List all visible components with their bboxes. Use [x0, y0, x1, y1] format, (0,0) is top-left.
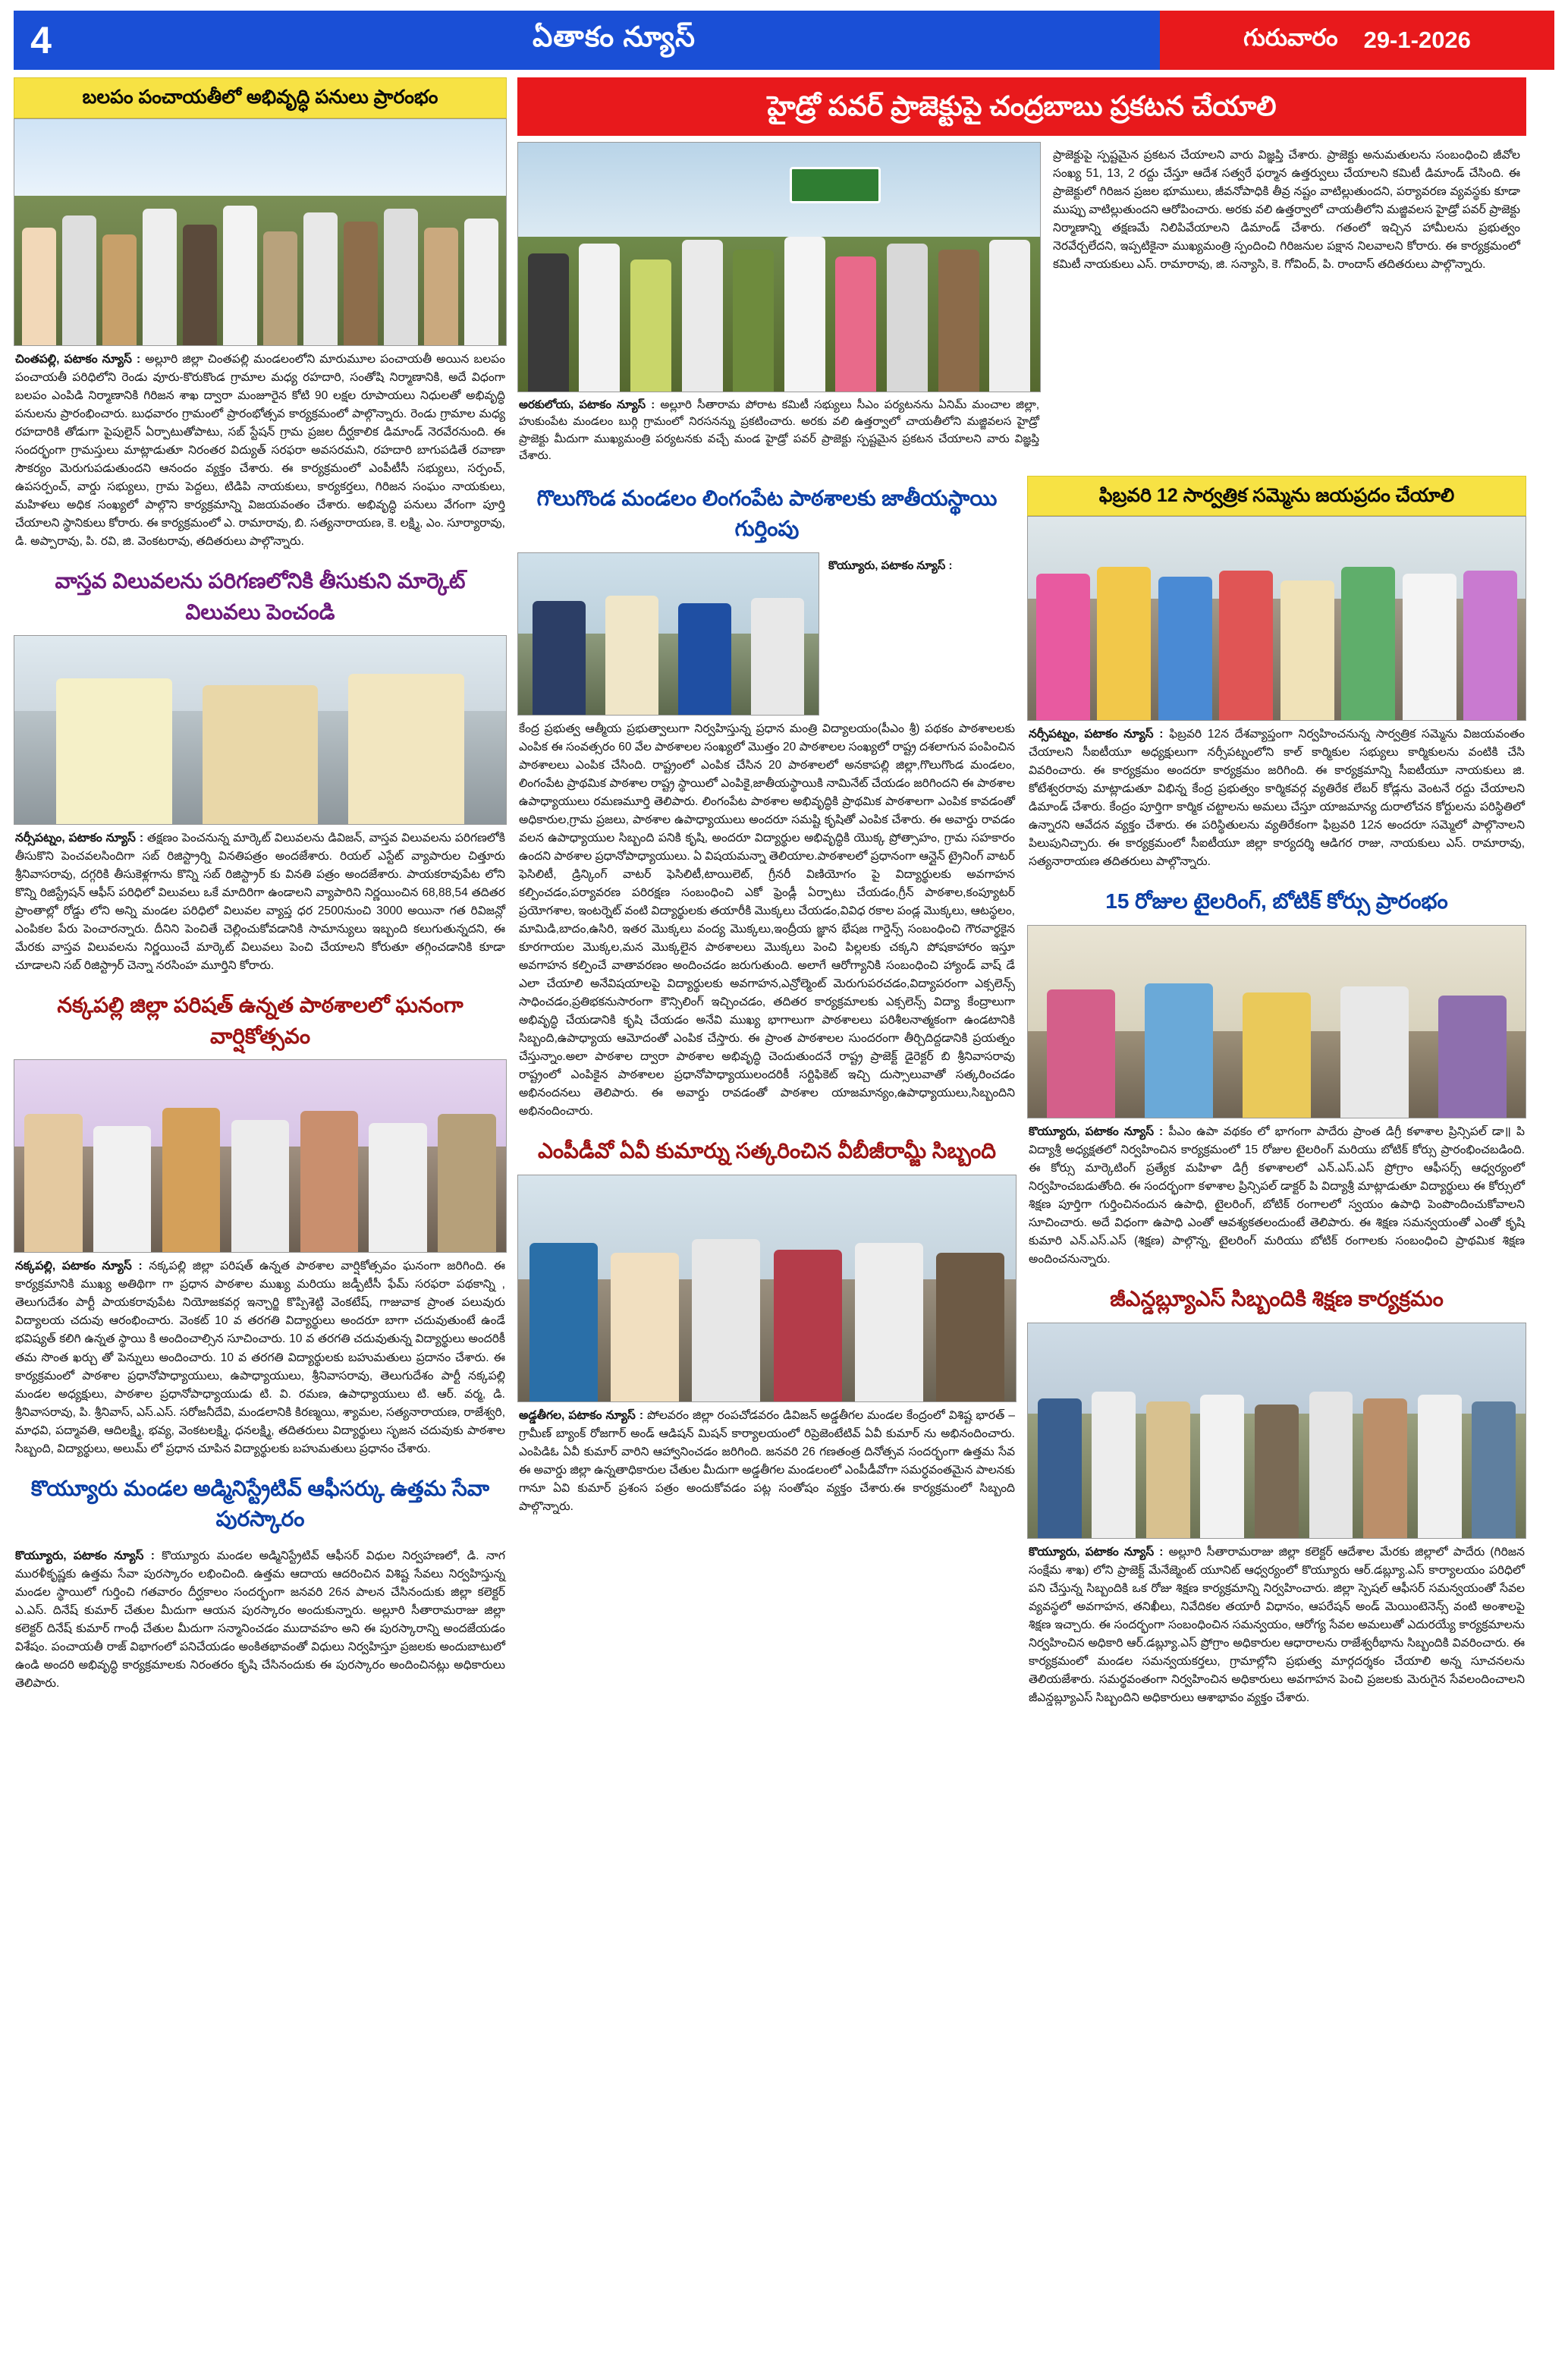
main-story-right: [1051, 142, 1522, 471]
masthead-day: గురువారం: [1243, 24, 1338, 51]
left-story1-text: అల్లూరి జిల్లా చింతపల్లి మండలంలోని మారుమూల పంచాయతీ అయిన బలపం పంచాయతీ పరిధిలోని రెండు వూరు-కొరుకొండ గ్రామాల మధ్య రహదారి, సంతోషి నిర్మాణానికి, అదే విధంగా బలపం ఎంపిడి నిర్మాణానికి గిరిజన శాఖ ద్వారా మంజూరైన కోటి 90 లక్షల రూపాయలు నిధులతో అభివృద్ధి పనులను ప్రారంభించారు. బుధవారం గ్రామంలో ప్రారంభోత్సవ కార్యక్రమంలో పాల్గొన్నారు. రెండు గ్రామాల మధ్య రహదారికి తోడుగా పైపులైన్ ఏర్పాటుతోపాటు, సబ్ స్టేషన్ గ్రామ ప్రజల దీర్ఘకాలిక డిమాండ్ నెరవేరనుంది. ఈ సందర్భంగా గ్రామస్తులు మాట్లాడుతూ నిరంతర విద్యుత్ సరఫరా అవసరమని, రహదారి బాగుపడితే రవాణా సౌకర్యం మెరుగుపడుతుందని ఆనందం వ్యక్తం చేశారు. ఈ కార్యక్రమంలో ఎంపీటీసీ సభ్యులు, సర్పంచ్, ఉపసర్పంచ్, వార్డు సభ్యులు, గ్రామ పెద్దలు, టిడిపి నాయకులు, కార్యకర్తలు, గిరిజన సంఘం నాయకులు, మహిళలు అధిక సంఖ్యలో పాల్గొని కార్యక్రమాన్ని విజయవంతం చేశారు. అభివృద్ధి పనులు వేగంగా పూర్తి చేయాలని స్థానికులు కోరారు. ఈ కార్యక్రమంలో ఎ. రామారావు, బి. సత్యనారాయణ, కె. లక్ష్మి, ఎం. సూర్యారావు, డి. అప్పారావు, పి. రవి, జి. వెంకటరావు, తదితరులు పాల్గొన్నారు.: [15, 352, 505, 548]
masthead-title: ఏతాకం న్యూస్: [68, 11, 1160, 70]
mid-bottom-body: [517, 1402, 1017, 1524]
main-photo: [517, 142, 1041, 392]
mid-left-photo: [517, 552, 819, 716]
masthead-date-value: 29-1-2026: [1363, 27, 1471, 53]
mid-bottom-headline: ఎంపీడీవో ఏవీ కుమార్ను సత్కరించిన వీబీజీరామ్జీ సిబ్బంది: [537, 1139, 997, 1163]
right-story3-photo: [1027, 1323, 1526, 1539]
right-story2-dateline: కొయ్యూరు, పటాకం న్యూస్ :: [1029, 1125, 1164, 1139]
main-caption-dateline: అరకులోయ, పటాకం న్యూస్ :: [519, 398, 655, 411]
main-story-left: [517, 142, 1041, 471]
mid-left-body: కేంద్ర ప్రభుత్వ ఆత్మీయ ప్రభుత్వాలుగా నిర్వహిస్తున్న ప్రధాన మంత్రి విద్యాలయం(పీఎం శ్రీ) పథకం పాఠశాలలకు ఎంపిక ఈ సంవత్సరం 60 వేల పాఠశాలల సంఖ్యలో మొత్తం 20 పాఠశాలల సంఖ్యలో రాష్ట్ర దశలాగున పంపించిన పాఠశాలలు ఎంపిక చేసింది. రాష్ట్రంలో ఎంపిక చేసిన 20 పాఠశాలలో అనకాపల్లి జిల్లా,గొలుగొండ మండలం, లింగంపేట ప్రాథమిక పాఠశాల రాష్ట్ర స్థాయిలో ఎంపికై,జాతీయస్థాయికి నామినేట్ చేయడం జరిగిందని ఈ పాఠశాల ఉపాధ్యాయులు రమణమూర్తి తెలిపారు. లింగంపేట పాఠశాల అభివృద్ధికి ప్రాథమిక పాఠశాలగా ఎంపిక కావడంతో అధికారుల,గ్రామ ప్రజలు, పాఠశాల ఉపాధ్యాయులు అందరూ సమష్టి కృషితో ఎంపిక చేశారు. ఈ అవార్డు రావడం వలన ఉపాధ్యాయుల సిబ్బంది పనికి కృషి, అందరూ విద్యార్థుల అభివృద్ధికి యొక్క ప్రోత్సాహం, గ్రామ సహకారం ఉందని పాఠశాల ప్రధానోపాధ్యాయులు. ఏ విషయమన్నా తెలియాల.పాఠశాలలో ప్రధానంగా ఆన్లైన్ ట్రైనింగ్ వాటర్ ఫెసిలిటీ, డ్రిన్కింగ్ వాటర్ ఫెసిలిటీ,టాయిలెట్, గ్రీనరీ విణియోగం పై విద్యార్థులకు అవగాహన కల్పించడం,పర్యావరణ పరిరక్షణ సంబంధించి ఎకో ఫ్రెండ్లీ ఏర్పాటు చేయడం,గ్రీన్ పాఠశాల,కంప్యూటర్ ప్రయోగశాల, ఇంటర్నెట్ వంటి విద్యార్థులకు తయారీకి మొక్కలు చేయడం,వివిధ రకాల పండ్ల మొక్కలు, ఆటస్థలం, మామిడి,బాదం,ఉసిరి, ఇతర మొక్కలు వంద్య మొక్కలు,ఇంద్రీయ జ్ఞాన భేషజ గార్డెన్స్ సంబంధించి గౌరవార్థకైన కూరగాయల మొక్కల,మన మొక్కలైన పాఠశాలలు మొక్కలు పెంచి పిల్లలకు చక్కని పోషకాహారం ఇస్తూ అవగాహన కల్పించే వాతావరణం అందించడం జరుగుతుంది. అలాగే ఆరోగ్యానికి సంబంధించి హ్యాండ్ వాష్ డే ఎలా చేయాలి అనేవిషయాలపై విద్యార్థులకు అవగాహన,ఎన్రోల్మెంట్ మెరుగుపరచడం,విద్యాపరంగా ఎక్సలెన్స్ సాధించడం,ప్రతిభకనుసారంగా కౌన్సిలింగ్ ఇచ్చించడం, తదితర కార్యక్రమాలకు ఎక్సలెన్స్ విద్యా కేంద్రాలుగా అభివృద్ధి చేయడానికి కృషి చేయడం అనేవి ముఖ్య భాగాలుగా పాఠశాలలు పరిశీలనాత్మకంగా ఉండటానికి సిబ్బంది,ఉపాధ్యాయ ఆమోదంతో ఎంపిక చేస్తారు. ఈ ప్రాంత పాఠశాలల సుందరంగా తీర్చిదిద్దడానికి ప్రయత్నం చేస్తున్నాం.అలా పాఠశాల ద్వారా పాఠశాల అభివృద్ధి చెందుతుందనే రాష్ట్ర ప్రాజెక్ట్ డైరెక్టర్ బి శ్రీనివాసరావు రాష్ట్రంలో ఎంపికైన పాఠశాలల ప్రధానోపాధ్యాయులందరికీ సర్టిఫికెట్ ఇచ్చి దుస్సాలువాతో సత్కరించడం అభినందనలు తెలిపారు. ఈ అవార్డు రావడంతో పాఠశాల యాజమాన్యం,ఉపాధ్యాయులు,సిబ్బందిని అభినందించారు.: [519, 722, 1015, 1118]
left-story4-headline: కొయ్యూరు మండల అడ్మినిస్ట్రేటివ్ ఆఫీసర్కు ఉత్తమ సేవా పురస్కారం: [30, 1476, 490, 1531]
mid-left-dateline-text: కొయ్యూరు, పటాకం న్యూస్ :: [828, 558, 953, 572]
right-story2-photo: [1027, 925, 1526, 1118]
main-story-text: ప్రాజెక్టుపై స్పష్టమైన ప్రకటన చేయాలని వారు విజ్ఞప్తి చేశారు. ప్రాజెక్టు అనుమతులను సంబంధించి జీవోల సంఖ్య 51, 13, 2 రద్దు చేస్తూ ఆదేశ సత్వరే ఫర్మాన ఉత్తర్వులు చేయాలని కమిటీ డిమాండ్ చేసింది. ఈ ప్రాజెక్టులో గిరిజన ప్రజల భూములు, జీవనోపాధికి తీవ్ర నష్టం వాటిల్లుతుందని, పర్యావరణ వ్యవస్థకు కూడా ముప్పు వాటిల్లుతుందని ఆరోపించారు. అరకు వలి ఉత్తర్వాలో చాయతీలోని మజ్జివలస హైడ్రో పవర్ ప్రాజెక్టు నిర్మాణాన్ని తక్షణమే నిలిపివేయాలని డిమాండ్ చేశారు. గతంలో ఇచ్చిన హామీలను ప్రభుత్వం నెరవేర్చలేదని, ఇప్పటికైనా ముఖ్యమంత్రి స్పందించి గిరిజనుల పక్షాన నిలవాలని కోరారు. ఈ కార్యక్రమంలో కమిటీ నాయకులు ఎస్. రామారావు, జి. సన్యాసి, కె. గోవింద్, పి. రాందాస్ తదితరులు పాల్గొన్నారు.: [1053, 148, 1520, 271]
left-story4-body: [14, 1543, 507, 1700]
mid-left-story: [517, 476, 1017, 1715]
middle-column: [517, 77, 1526, 2346]
right-story3-body: [1027, 1539, 1526, 1715]
main-photo-caption: [517, 392, 1041, 471]
mid-left-dateline: [827, 552, 1017, 582]
masthead: [14, 11, 1554, 70]
left-column: [14, 77, 507, 2346]
main-story-block: [517, 142, 1526, 471]
right-story3-dateline: కొయ్యూరు, పటాకం న్యూస్ :: [1029, 1545, 1164, 1559]
main-headline: హైడ్రో పవర్ ప్రాజెక్టుపై చంద్రబాబు ప్రకటన చేయాలి: [517, 77, 1526, 136]
left-story4-dateline: కొయ్యూరు, పటాకం న్యూస్ :: [15, 1549, 155, 1562]
left-story3-text: నక్కపల్లి జిల్లా పరిషత్ ఉన్నత పాఠశాల వార్షికోత్సవం ఘనంగా జరిగింది. ఈ కార్యక్రమానికి ముఖ్య అతిథిగా గా ప్రధాన పాఠశాల ముఖ్య మరియు జడ్పీటీసీ ఫేమ్ సరఫరా పథకాన్ని , తెలుగుదేశం పార్టీ పాయకరావుపేట నియోజకవర్గ ఇన్చార్జి కొప్పిశెట్టి వెంకటేష్, గాజువాక ప్రాంత పలువురు విద్యాలయ చదువు ఆరంభించారు. వెంకట్ 10 వ తరగతి విద్యార్థులు అందరూ బాగా చదువుతుంటే ఉండే భవిష్యత్ కలిగి ఉన్నత స్థాయి కి అందించాల్సిన సూచించారు. 10 వ తరగతి చదువుతున్న విద్యార్థులు అందరికీ తమ సొంత ఖర్చు తో పెన్నులు అందించారు. 10 వ తరగతి విద్యార్థులకు బహుమతులు ప్రదానం చేశారు. ఈ కార్యక్రమంలో పాఠశాల ప్రధానోపాధ్యాయులు, ఉపాధ్యాయులు, శ్రీనివాసరావు, తెలుగుదేశం పార్టీ నక్కపల్లి మండల అధ్యక్షులు, పాఠశాల ప్రధానోపాధ్యాయుడు టి. వి. రమణ, ఉపాధ్యాయులు టి. ఆర్. వర్మ, డి. శ్రీనివాసరావు, పి. శ్రీనివాస్, ఎస్.ఎస్. సరోజనీదేవి, మండలానికి కిరణ్మయి, శ్యామల, సత్యనారాయణ, రాజేశ్వరి, మాధవి, పద్మావతి, ఆదిలక్ష్మి, భవ్య, వెంకటలక్ష్మి, ధనలక్ష్మి, తదితరులు విద్యార్థులు సృజన చదువుకు పాఠశాల సిబ్బంది, విద్యార్థులు, అలుమ్ లో ప్రధాన చూపిన విద్యార్థులకు బహుమతులు ప్రధానం చేశారు.: [15, 1260, 505, 1455]
right-story3-headline: జీఎన్డబ్ల్యూఎస్ సిబ్బందికి శిక్షణ కార్యక్రమం: [1110, 1287, 1444, 1311]
left-story4-text: కొయ్యూరు మండల అడ్మినిస్ట్రేటివ్ ఆఫీసర్ విధుల నిర్వహణలో, డి. నాగ మురళీకృష్ణకు ఉత్తమ సేవా పురస్కారం లభించింది. ఉత్తమ ఆదాయ ఆదరించిన విశిష్ట సేవలు నిర్వహిస్తున్న మండల స్థాయిలో గుర్తించి గతవారం దీర్ఘకాలం సందర్భంగా జనవరి 26న పాలన చేసినందుకు జిల్లా కలెక్టర్ ఎ.ఎస్. దినేష్ కుమార్ చేతుల మీదుగా ఆయన పురస్కారం అందుకున్నారు. అల్లూరి సీతారామరాజు జిల్లా కలెక్టర్ దినేష్ కుమార్ గాంధీ చేతుల మీదుగా సన్మానించడం ముదావహం అని ఈ పురస్కారాన్ని అందజేయడం విశేషం. పంచాయతీ రాజ్ విభాగంలో పనిచేయడం అంకితభావంతో విధులు నిర్వహిస్తూ ప్రజలకు అందుబాటులో ఉండి అందరి అభివృద్ధి కార్యక్రమాలకు నిరంతరం కృషి చేసినందుకు ఈ పురస్కారం అందించినట్లు అధికారులు తెలిపారు.: [15, 1549, 506, 1690]
right-story3-text: అల్లూరి సీతారామరాజు జిల్లా కలెక్టర్ ఆదేశాల మేరకు జిల్లాలో పాదేరు (గిరిజన సంక్షేమ శాఖ) లోని ప్రాజెక్ట్ మేనేజ్మెంట్ యూనిట్ ఆధ్వర్యంలో కొయ్యూరు ఆర్.డబ్ల్యూ.ఎస్ కార్యాలయం పరిధిలో పని చేస్తున్న సిబ్బందికి ఒక రోజు శిక్షణ కార్యక్రమాన్ని నిర్వహించారు. జిల్లా స్పెషల్ ఆఫీసర్ సమన్వయంతో సేవల వ్యవస్థలో అవగాహన, తనిఖీలు, నివేదికల తయారీ విధానం, ఆపరేషన్ అండ్ మెయింటెనెన్స్ వంటి అంశాలపై శిక్షణ ఇచ్చారు. ఈ సందర్భంగా సంబంధించిన సమన్వయం, ఆరోగ్య సేవల అమలుతో ఎదురయ్యే కార్యక్రమాలను నిర్వహించిన అధికారి ఆర్.డబ్ల్యూ.ఎస్ ప్రోగ్రాం అధికారుల ఆధారాలను రాజేశ్వరీభాను సిబ్బందికి వివరించారు. ఈ కార్యక్రమంలో మండల సమన్వయకర్తలు, గ్రామాల్లోని ప్రభుత్వ మార్గదర్శకం చేయాలి అన్న సూచనలను తెలియజేశారు. సమర్థవంతంగా నిర్వహించిన అధికారులు అవగాహన పెంచి ప్రజలకు మెరుగైన సేవలందించాలని జీఎన్డబ్ల్యూఎస్ సిబ్బందిని అధికారులు ఆశాభావం వ్యక్తం చేశారు.: [1029, 1545, 1525, 1704]
right-story2-body: [1027, 1118, 1526, 1276]
left-story3-headline: నక్కపల్లి జిల్లా పరిషత్ ఉన్నత పాఠశాలలో ఘనంగా వార్షికోత్సవం: [57, 993, 463, 1048]
mid-left-headline: గొలుగొండ మండలం లింగంపేట పాఠశాలకు జాతీయస్థాయి గుర్తింపు: [536, 486, 998, 541]
right-story1-body: [1027, 721, 1526, 879]
right-story1-photo: [1027, 516, 1526, 721]
left-story2-photo: [14, 635, 507, 825]
left-story2-headline: వాస్తవ విలువలను పరిగణలోనికి తీసుకుని మార్కెట్ విలువలు పెంచండి: [55, 568, 466, 624]
left-story3-body: [14, 1253, 507, 1465]
left-story2-dateline: నర్సీపట్నం, పటాకం న్యూస్ :: [15, 832, 144, 845]
page-number: 4: [14, 11, 68, 70]
left-story2-body: [14, 825, 507, 983]
left-story1-body: [14, 346, 507, 558]
right-column: [1027, 476, 1526, 1715]
mid-bottom-text: పోలవరం జిల్లా రంపచోడవరం డివిజన్ అడ్డతీగల మండల కేంద్రంలో విశిష్ట భారత్ – గ్రామీణ్ బ్యాంక్ రోజగార్ అండ్ ఆడిషన్ మిషన్ కార్యాలయంలో రిప్రెజెంటేటివ్ ఏవీ కుమార్ ను అభినందించారు. ఎంపిడిఓ ఏవీ కుమార్ వారిని ఆహ్వానించడం జరిగింది. జనవరి 26 గణతంత్ర దినోత్సవ సందర్భంగా ఉత్తమ సేవ ఈ అవార్డు జిల్లా ఉన్నతాధికారుల చేతుల మీదుగా అడ్డతీగల మండలంలో ఎంపీడీవోగా సమర్ధవంతమైన పాలనకు గానూ ఏవి కుమార్ ప్రశంస పత్రం అందుకోవడం పట్ల సంతోషం వ్యక్తం చేశారు.ఈ కార్యక్రమంలో సిబ్బంది పాల్గొన్నారు.: [519, 1408, 1015, 1513]
mid-lower-block: [517, 476, 1526, 1715]
right-story2-text: పీఎం ఉపా వథకం లో భాగంగా పాదేరు ప్రాంత డిగ్రీ కళాశాల ప్రిన్సిపల్ డా॥ పి విద్యాశ్రీ అధ్యక్షతలో నిర్వహించిన కార్యక్రమంలో 15 రోజుల టైలరింగ్ మరియు బోటిక్ కోర్సు ప్రారంభించబడింది. ఈ కోర్సు మార్కెటింగ్ ప్రత్యేక మహిళా డిగ్రీ కళాశాలలో ఎన్.ఎస్.ఎస్ ప్రోగ్రాం ఆఫీసర్స్ ఆధ్వర్యంలో నిర్వహించబడుతోంది. ఈ సందర్భంగా కళాశాల ప్రిన్సిపల్ డాక్టర్ పి విద్యాశ్రీ మాట్లాడుతూ విద్యార్థులు ఈ కోర్సులో శిక్షణ పూర్తిగా గుర్తించినందున ఉపాధి, టైలరింగ్, బోటిక్ రంగాలలో స్వయం ఉపాధి పెంపొందించుకోవాలని సూచించారు. అదే విధంగా ఉపాధి ఎంతో ఆవశ్యకతలందుంటే తెలిపారు. ఈ శిక్షణ సమన్వయంతో ఎంతో కృషి కుమారి ఎన్.ఎస్.ఎస్ (శిక్షణ) పాల్గొన్న, టైలరింగ్ మరియు బోటిక్ రంగాలకు సంబంధించి ప్రాథమిక శిక్షణ అందించనున్నారు.: [1029, 1125, 1525, 1266]
left-story3-photo: [14, 1059, 507, 1253]
right-story2-headline: 15 రోజుల టైలరింగ్, బోటిక్ కోర్సు ప్రారంభం: [1105, 889, 1448, 914]
left-story1-dateline: చింతపల్లి, పటాకం న్యూస్ :: [15, 352, 141, 366]
left-story1-photo: [14, 118, 507, 346]
mid-bottom-dateline: అడ్డతీగల, పటాకం న్యూస్ :: [519, 1408, 643, 1422]
mid-bottom-photo: [517, 1175, 1017, 1402]
left-story1-headline: బలపం పంచాయతీలో అభివృద్ధి పనులు ప్రారంభం: [14, 77, 507, 118]
right-story1-headline: ఫిబ్రవరి 12 సార్వత్రిక సమ్మెను జయప్రదం చేయాలి: [1027, 476, 1526, 517]
left-story2-text: తక్షణం పెంచనున్న మార్కెట్ విలువలను డివిజన్, వాస్తవ విలువలను పరిగణలోకి తీసుకొని పెంచవలసిందిగా సబ్ రిజిస్ట్రార్ని వినతిపత్రం అందజేశారు. రియల్ ఎస్టేట్ వ్యాపారుల చిత్తూరు శ్రీనివాసరావు, దగ్గరికి తీసుకెళ్లగాను కొన్ని సబ్ రిజిస్ట్రార్ కు వినతి పత్రం అందజేశారు. పాయకరావుపేట లోని కొన్ని రిజిస్ట్రేషన్ ఆఫీస్ పరిధిలో విలువలు ఒకే మాదిరిగా ఉండాలని వ్యాపారిని నిర్ణయించిన 68,88,54 తదితర ప్రాంతాల్లో రోడ్డు లోని అన్ని మండల పరిధిలో విలువల వ్యాప్త ధర 2500నుంచి 3000 అయినా గత రివిజన్లో ఎంపికల పేరు పెంచారన్నారు. దీనిని పెంచితే చెల్లించుకోవడానికి సామాన్యులు ఇబ్బంది కలుగుతున్నదని, ఈ మేరకు వాస్తవ విలువలను నిర్ణయించే మార్కెట్ విలువలు పెంచి చేయాలని కోరుతూ తగ్గించడానికి కూడా చూడాలని సబ్ రిజిస్ట్రార్ చెన్నా నరసింహ మూర్తిని కోరారు.: [15, 832, 505, 973]
content-columns: [14, 77, 1554, 2346]
masthead-date: [1160, 11, 1554, 70]
right-story1-dateline: నర్సీపట్నం, పటాకం న్యూస్ :: [1029, 728, 1164, 741]
main-caption-text: అల్లూరి సీతారామ పోరాట కమిటీ సభ్యులు సీఎం పర్యటనను ఏనిమ్ మంచాల జిల్లా, హుకుంపేట మండలం బుర్గి గ్రామంలో నిరసనన్ను ప్రకటించారు. అరకు వలి ఉత్తర్వాలో చాయతీలోని మజ్జివలస హైడ్రో ప్రాజెక్టు మీదుగా ముఖ్యమంత్రి పర్యటనకు వచ్చే మండ హైడ్రో పవర్ ప్రాజెక్టు స్పష్టమైన ప్రకటన చేయాలని వారు విజ్ఞప్తి చేశారు.: [519, 398, 1039, 463]
left-story3-dateline: నక్కపల్లి, పటాకం న్యూస్ :: [15, 1260, 143, 1273]
right-story1-text: ఫిబ్రవరి 12న దేశవ్యాప్తంగా నిర్వహించనున్న సార్వత్రిక సమ్మెను విజయవంతం చేయాలని సీఐటీయూ అధ్యక్షులుగా నర్సీపట్నంలోని కాల్ కార్మికుల సభ్యులు కార్మికులను వంటికి చేసి వివరించారు. ఈ కార్యక్రమం అందరూ కార్యక్రమం జరిగింది. ఈ కార్యక్రమాన్ని సీఐటీయూ నాయకులు జి. కోటేశ్వరరావు మాట్లాడుతూ విభిన్న కేంద్ర ప్రభుత్వం కార్మికవర్గ వ్యతిరేక లేబర్ కోడ్లను వెంటనే రద్దు చేయాలని డిమాండ్ చేశారు. కేంద్రం పూర్తిగా కార్మిక చట్టాలను అమలు చేస్తూ యాజమాన్య దురాలోచన కోర్టులను పరిస్థితిలో ఉన్నారని ఆవేదన వ్యక్తం చేశారు. ఈ పరిస్థితులను వ్యతిరేకంగా ఫిబ్రవరి 12న అందరూ సమ్మెలో పాల్గొనాలని పిలుపునిచ్చారు. ఈ కార్యక్రమంలో సీఐటీయూ జిల్లా కార్యదర్శి ఆడిగర రాజు, నాయకులు ఎస్. రామారావు, సత్యనారాయణ తదితరులు పాల్గొన్నారు.: [1029, 728, 1525, 869]
